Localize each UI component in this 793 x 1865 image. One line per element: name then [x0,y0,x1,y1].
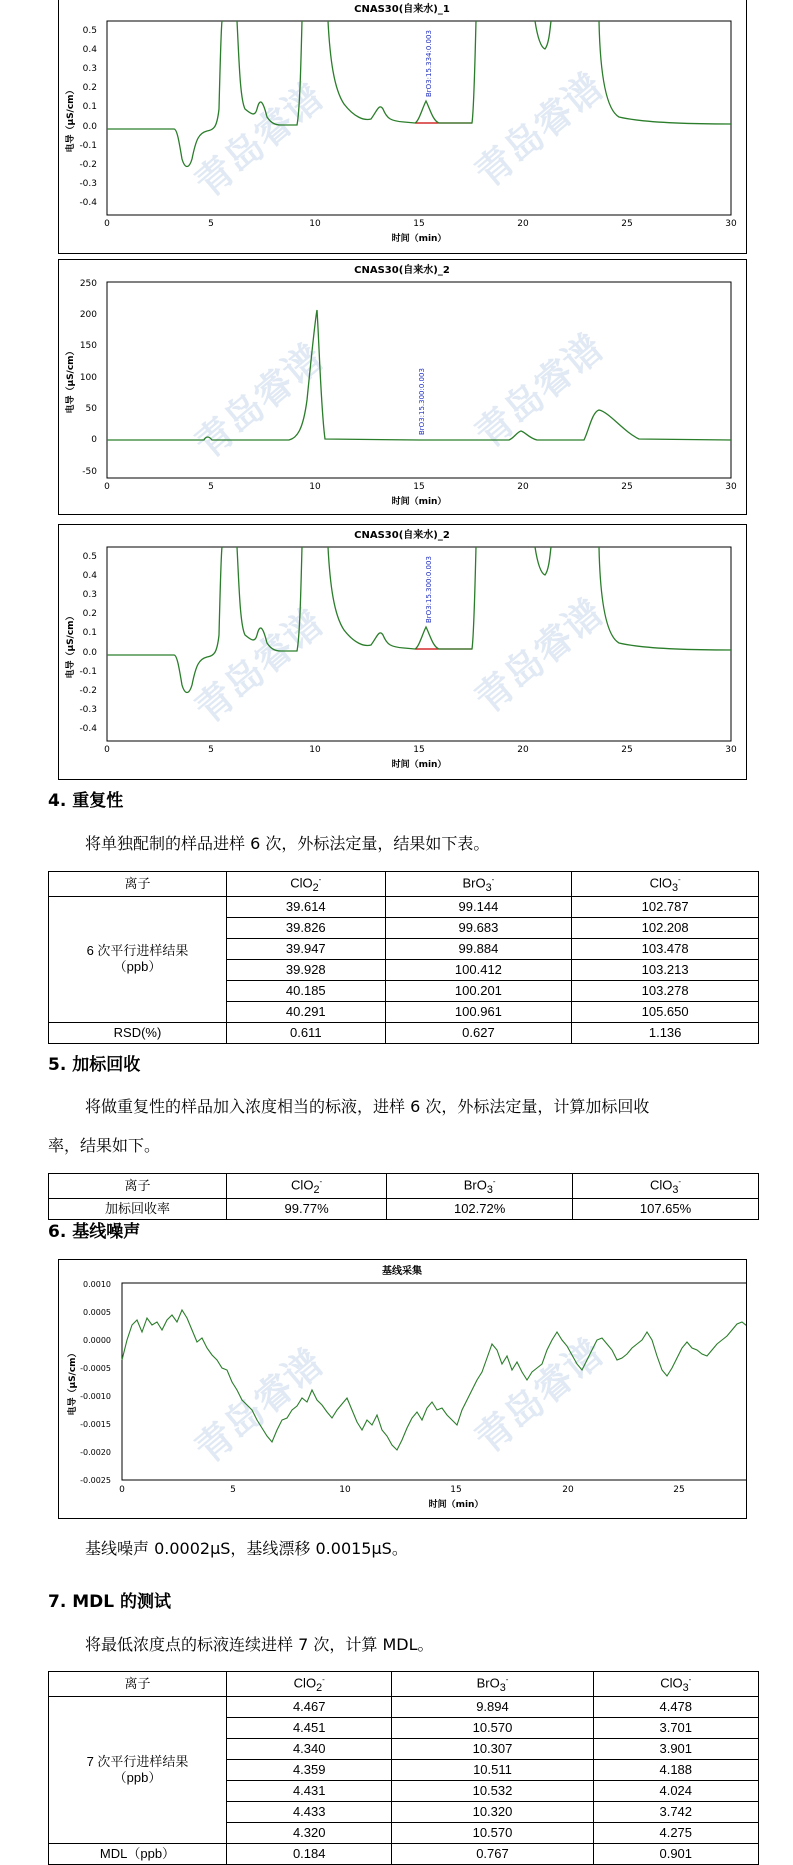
row-label: RSD(%) [49,1022,227,1043]
y-tick-label: 0.2 [82,83,97,93]
row-label-line: 6 次平行进样结果 [86,943,189,959]
chromatogram-1 [58,0,747,254]
x-tick-label: 25 [621,482,633,492]
y-tick-label: 0.4 [82,45,97,55]
ion-header: ClO$_2$- [227,1174,387,1199]
x-axis-label: 时间（min） [391,234,447,244]
table-row [49,1022,759,1043]
table-cell: 102.208 [572,917,759,938]
y-tick-label: 0.0 [82,122,97,132]
table-cell: 4.431 [227,1780,392,1801]
x-tick-label: 30 [725,219,737,229]
row-label-unit: （ppb） [113,1769,162,1785]
ion-header: BrO$_3$- [387,1174,573,1199]
x-tick-label: 25 [621,219,633,229]
watermark-text: 青岛睿谱 [186,335,332,467]
y-tick-label: -0.4 [79,724,97,734]
chromatogram-2 [58,259,747,515]
table-row [49,1198,759,1219]
table-cell: 107.65% [573,1198,759,1219]
table-row [49,1696,759,1717]
y-axis-label: 电导（µS/cm） [66,346,76,414]
ion-header: 离子 [49,1672,227,1697]
y-tick-label: -0.3 [79,705,97,715]
peak-label: BrO3:15.334:0.003 [425,30,433,97]
x-tick-label: 0 [119,1485,125,1495]
table-cell: 4.467 [227,1696,392,1717]
paragraph: 将最低浓度点的标液连续进样 7 次，计算 MDL。 [85,1635,434,1654]
y-tick-label: 0.0010 [83,1280,111,1289]
x-tick-label: 0 [104,219,110,229]
y-tick-label: 150 [79,341,97,351]
row-label [49,1696,227,1843]
y-tick-label: -0.0010 [80,1392,111,1401]
row-label: 加标回收率 [49,1198,227,1219]
table-cell: 100.201 [385,980,572,1001]
watermark-text: 青岛睿谱 [186,1340,332,1472]
row-label [49,896,227,1022]
table-cell: 39.614 [227,896,386,917]
table-cell: 99.884 [385,938,572,959]
chart-title: 基线采集 [382,1266,422,1277]
paragraph: 将单独配制的样品进样 6 次，外标法定量，结果如下表。 [85,834,490,853]
table-cell: 0.611 [227,1022,386,1043]
section-heading: 6. 基线噪声 [48,1222,141,1242]
y-tick-label: -0.0025 [80,1476,111,1485]
chromatogram-3-svg [59,525,746,779]
x-ticks [104,745,737,755]
table-row [49,1174,759,1199]
x-tick-label: 20 [562,1485,574,1495]
table-cell: 40.185 [227,980,386,1001]
y-ticks [79,26,97,208]
y-tick-label: 0.5 [82,552,97,562]
x-tick-label: 5 [208,482,214,492]
table-cell: 40.291 [227,1001,386,1022]
y-ticks [80,1280,111,1485]
watermark [187,64,612,205]
row-label: MDL（ppb） [49,1843,227,1864]
x-tick-label: 5 [208,745,214,755]
repeatability-table [48,871,759,1044]
y-ticks [79,552,97,734]
y-tick-label: -0.0020 [80,1448,111,1457]
x-tick-label: 20 [517,219,529,229]
table-cell: 4.433 [227,1801,392,1822]
x-tick-label: 10 [309,745,321,755]
table-cell: 1.136 [572,1022,759,1043]
table-cell: 103.278 [572,980,759,1001]
watermark-text: 青岛睿谱 [466,64,612,196]
x-tick-label: 20 [517,482,529,492]
x-tick-label: 30 [725,745,737,755]
table-cell: 10.511 [392,1759,593,1780]
table-cell: 3.901 [593,1738,758,1759]
x-axis-label: 时间（min） [391,760,447,770]
y-tick-label: 0.0005 [83,1308,111,1317]
x-axis-label: 时间（min） [428,1500,484,1510]
section-heading: 5. 加标回收 [48,1055,141,1075]
x-tick-label: 15 [413,745,425,755]
x-tick-label: 15 [450,1485,462,1495]
table-cell: 3.742 [593,1801,758,1822]
table-cell: 0.184 [227,1843,392,1864]
y-tick-label: 0.3 [82,64,97,74]
watermark [187,325,612,466]
table-cell: 4.451 [227,1717,392,1738]
table-cell: 39.826 [227,917,386,938]
chart-title: CNAS30(自来水)_2 [354,265,450,276]
x-tick-label: 15 [413,482,425,492]
chart-title: CNAS30(自来水)_1 [354,4,450,15]
x-tick-label: 5 [230,1485,236,1495]
section-heading: 4. 重复性 [48,791,124,811]
table-cell: 100.412 [385,959,572,980]
table-cell: 10.570 [392,1822,593,1843]
table-cell: 4.320 [227,1822,392,1843]
y-tick-label: -0.2 [79,686,97,696]
y-tick-label: 0.1 [82,628,97,638]
y-tick-label: 0.4 [82,571,97,581]
y-tick-label: -0.1 [79,141,97,151]
table-cell: 100.961 [385,1001,572,1022]
table-cell: 10.320 [392,1801,593,1822]
y-tick-label: -0.0005 [80,1364,111,1373]
table-cell: 3.701 [593,1717,758,1738]
x-tick-label: 30 [725,482,737,492]
watermark-text: 青岛睿谱 [186,74,332,206]
table-cell: 4.340 [227,1738,392,1759]
watermark [187,1330,612,1471]
peak-label: BrO3:15.300:0.003 [425,556,433,623]
ion-header: BrO$_3$- [385,872,572,897]
table-row [49,872,759,897]
ion-header: 离子 [49,872,227,897]
table-cell: 39.928 [227,959,386,980]
chromatogram-2-svg [59,260,746,514]
y-tick-label: 0.2 [82,609,97,619]
table-cell: 4.359 [227,1759,392,1780]
x-tick-label: 25 [673,1485,685,1495]
y-ticks [80,279,97,477]
watermark-text: 青岛睿谱 [466,590,612,722]
section-heading: 7. MDL 的测试 [48,1592,171,1612]
table-row [49,1843,759,1864]
mdl-table [48,1671,759,1865]
signal-trace [107,547,731,693]
y-tick-label: -50 [82,467,97,477]
x-tick-label: 10 [339,1485,351,1495]
chromatogram-1-svg [59,0,746,253]
x-ticks [104,482,737,492]
peak-label: BrO3:15.300:0.003 [418,368,426,435]
table-cell: 9.894 [392,1696,593,1717]
y-tick-label: 0 [91,435,97,445]
y-tick-label: -0.1 [79,667,97,677]
table-cell: 0.767 [392,1843,593,1864]
x-tick-label: 15 [413,219,425,229]
y-tick-label: 0.0000 [83,1336,111,1345]
table-cell: 0.901 [593,1843,758,1864]
table-cell: 10.570 [392,1717,593,1738]
y-tick-label: -0.0015 [80,1420,111,1429]
table-cell: 103.213 [572,959,759,980]
baseline-chart [58,1259,747,1519]
ion-header: ClO$_2$- [227,1672,392,1697]
x-tick-label: 5 [208,219,214,229]
y-tick-label: 0.0 [82,648,97,658]
x-tick-label: 10 [309,482,321,492]
row-label-unit: （ppb） [113,959,162,975]
paragraph: 将做重复性的样品加入浓度相当的标液，进样 6 次，外标法定量，计算加标回收 [85,1097,650,1116]
table-cell: 99.144 [385,896,572,917]
ion-header: ClO$_3$- [593,1672,758,1697]
chart-title: CNAS30(自来水)_2 [354,530,450,541]
table-cell: 4.478 [593,1696,758,1717]
x-ticks [119,1485,746,1495]
table-cell: 10.532 [392,1780,593,1801]
watermark-text: 青岛睿谱 [186,600,332,732]
table-cell: 102.72% [387,1198,573,1219]
x-axis-label: 时间（min） [391,497,447,507]
baseline-chart-svg [59,1260,746,1518]
y-axis-label: 电导（µS/cm） [68,1348,78,1416]
y-tick-label: 0.1 [82,102,97,112]
table-cell: 99.77% [227,1198,387,1219]
row-label-line: 7 次平行进样结果 [86,1753,189,1769]
table-cell: 103.478 [572,938,759,959]
table-row [49,1672,759,1697]
y-tick-label: -0.2 [79,160,97,170]
table-cell: 4.024 [593,1780,758,1801]
table-cell: 10.307 [392,1738,593,1759]
watermark-text: 青岛睿谱 [466,325,612,457]
y-tick-label: 250 [79,279,97,289]
watermark [187,590,612,731]
y-tick-label: 200 [79,310,97,320]
y-tick-label: -0.3 [79,179,97,189]
chromatogram-3 [58,524,747,780]
table-row [49,896,759,917]
ion-header: ClO$_2$- [227,872,386,897]
x-tick-label: 25 [621,745,633,755]
y-axis-label: 电导（µS/cm） [66,611,76,679]
paragraph: 基线噪声 0.0002µS，基线漂移 0.0015µS。 [85,1539,408,1558]
x-ticks [104,219,737,229]
signal-trace [107,21,731,167]
table-cell: 0.627 [385,1022,572,1043]
paragraph: 率，结果如下。 [48,1136,161,1155]
y-tick-label: 50 [85,404,97,414]
recovery-table [48,1173,759,1220]
x-tick-label: 10 [309,219,321,229]
watermark-text: 青岛睿谱 [466,1330,612,1462]
x-tick-label: 20 [517,745,529,755]
ion-header: ClO$_3$- [572,872,759,897]
y-axis-label: 电导（µS/cm） [66,85,76,153]
table-cell: 4.188 [593,1759,758,1780]
table-cell: 39.947 [227,938,386,959]
y-tick-label: 0.5 [82,26,97,36]
x-tick-label: 0 [104,745,110,755]
y-tick-label: 0.3 [82,590,97,600]
ion-header: BrO$_3$- [392,1672,593,1697]
table-cell: 99.683 [385,917,572,938]
ion-header: ClO$_3$- [573,1174,759,1199]
table-cell: 102.787 [572,896,759,917]
y-tick-label: 100 [79,373,97,383]
table-cell: 105.650 [572,1001,759,1022]
table-cell: 4.275 [593,1822,758,1843]
x-tick-label: 0 [104,482,110,492]
ion-header: 离子 [49,1174,227,1199]
y-tick-label: -0.4 [79,198,97,208]
